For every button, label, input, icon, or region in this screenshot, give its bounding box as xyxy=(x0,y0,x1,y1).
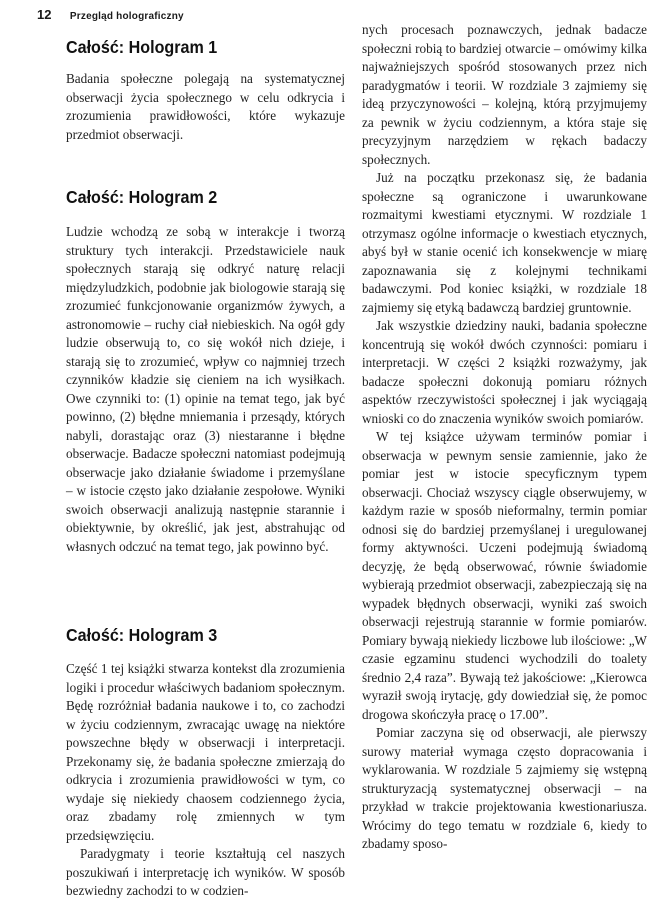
section-body-3 xyxy=(66,660,345,901)
paragraph: Część 1 tej książki stwarza kontekst dla zrozumienia logiki i procedur właściwych badaniom społecznym. Będę rozróżniał badania naukowe i to, co zachodzi w życiu codziennym, zwracając uwagę na niektóre powszechne błędy w obserwacji i interpretacji. Przekonamy się, że badania społeczne zmierzają do odkrycia i zrozumienia prawidłowości w tym, co wydaje się niekiedy chaosem codziennego życia, oraz zbadamy rolę zmiennych w tym przedsięwzięciu. xyxy=(66,661,345,843)
section-body-2 xyxy=(66,223,345,556)
section-body-1 xyxy=(66,70,345,144)
section-heading-3: Całość: Hologram 3 xyxy=(66,625,218,645)
paragraph: Ludzie wchodzą ze sobą w interakcje i tworzą struktury tych interakcji. Przedstawiciele nauk społecznych starają się odkryć naturę relacji międzyludzkich, podobnie jak biologowie starają się zrozumieć funkcjonowanie organizmów żywych, a astronomowie – ruchy ciał niebieskich. Na ogół gdy ludzie obserwują to, co się wokół nich dzieje, i starają się to zrozumieć, wpływ co najmniej trzech czynników kładzie się cieniem na ich wysiłkach. Owe czynniki to: (1) opinie na temat tego, jak być powinno, (2) błędne mniemania i przesądy, których nabyli, dorastając oraz (3) niestaranne i błędne obserwacje. Badacze społeczni natomiast podejmują obserwacje jako działanie świadome i przemyślane – w istocie często jako działanie zespołowe. Wyniki swoich obserwacji analizują następnie starannie i obiektywnie, by określić, jak jest, abstrahując od własnych odczuć na temat tego, jak powinno być. xyxy=(66,224,345,554)
page-number: 12 xyxy=(37,7,52,22)
section-heading-2: Całość: Hologram 2 xyxy=(66,187,218,207)
paragraph: Już na początku przekonasz się, że badania społeczne są ograniczone i uwarunkowane rozmaitymi kwestiami etycznymi. W rozdziale 1 otrzymasz ogólne informacje o kwestiach etycznych, abyś był w stanie ocenić ich konsekwencje w miarę zapoznawania się z kolejnymi technikami badawczymi. Pod koniec książki, w rozdziale 18 zajmiemy się etyką badawczą bardziej gruntownie. xyxy=(362,170,647,315)
running-title: Przegląd holograficzny xyxy=(69,11,184,22)
paragraph: Jak wszystkie dziedziny nauki, badania społeczne koncentrują się wokół dwóch czynności: pomiaru i interpretacji. W części 2 książki rozważymy, jak badacze społeczni dokonują pomiaru różnych aspektów rzeczywistości społecznej i jak wyciągają wnioski co do znaczenia wyników swoich pomiarów. xyxy=(362,318,647,426)
section-heading-1: Całość: Hologram 1 xyxy=(66,37,218,57)
paragraph: W tej książce używam terminów pomiar i obserwacja w pewnym sensie zamiennie, jako że pomiar jest w istocie specyficznym typem obserwacji. Chociaż wszyscy ciągle obserwujemy, w każdym razie w sposób nieformalny, termin pomiar odnosi się do bardziej przemyślanej i uregulowanej formy aktywności. Uczeni podejmują świadomą decyzję, że będą obserwować, równie świadomie wybierają przedmiot obserwacji, zabezpieczają się na wypadek błędnych obserwacji, wyniki zaś swoich obserwacji rejestrują starannie w formie pomiarów. Pomiary bywają niekiedy liczbowe lub ilościowe: „W czasie egzaminu studenci wychodzili do toalety średnio 2,4 raza”. Bywają też jakościowe: „Kierowca wyraził swoją irytację, gdy dowiedział się, że pomoc drogowa skończyła pracę o 17.00”. xyxy=(362,429,647,722)
page-header xyxy=(37,6,184,24)
paragraph-continuation: nych procesach poznawczych, jednak badacze społeczni robią to bardziej otwarcie – omówimy kilka najważniejszych spośród stosowanych przez nich paradygmatów i teorii. W rozdziale 3 zajmiemy się ideą przyczynowości – kolejną, którą przyjmujemy za pewnik w życiu codziennym, a która staje się precyzyjnym narzędziem w rękach badaczy społecznych. xyxy=(362,22,647,167)
paragraph: Paradygmaty i teorie kształtują cel naszych poszukiwań i interpretację ich wyników. W sposób bezwiedny zachodzi to w codzien- xyxy=(66,846,345,898)
paragraph: Badania społeczne polegają na systematycznej obserwacji życia społecznego w celu odkrycia i zrozumienia prawidłowości, które wykazuje przedmiot obserwacji. xyxy=(66,71,345,142)
paragraph: Pomiar zaczyna się od obserwacji, ale pierwszy surowy materiał wymaga często dopracowania i wyklarowania. W rozdziale 5 zajmiemy się wstępną strukturyzacją systematycznej obserwacji – na przykład w trakcie projektowania kwestionariusza. Wrócimy do tego tematu w rozdziale 6, kiedy to zbadamy sposo- xyxy=(362,725,647,851)
right-column xyxy=(362,21,647,854)
